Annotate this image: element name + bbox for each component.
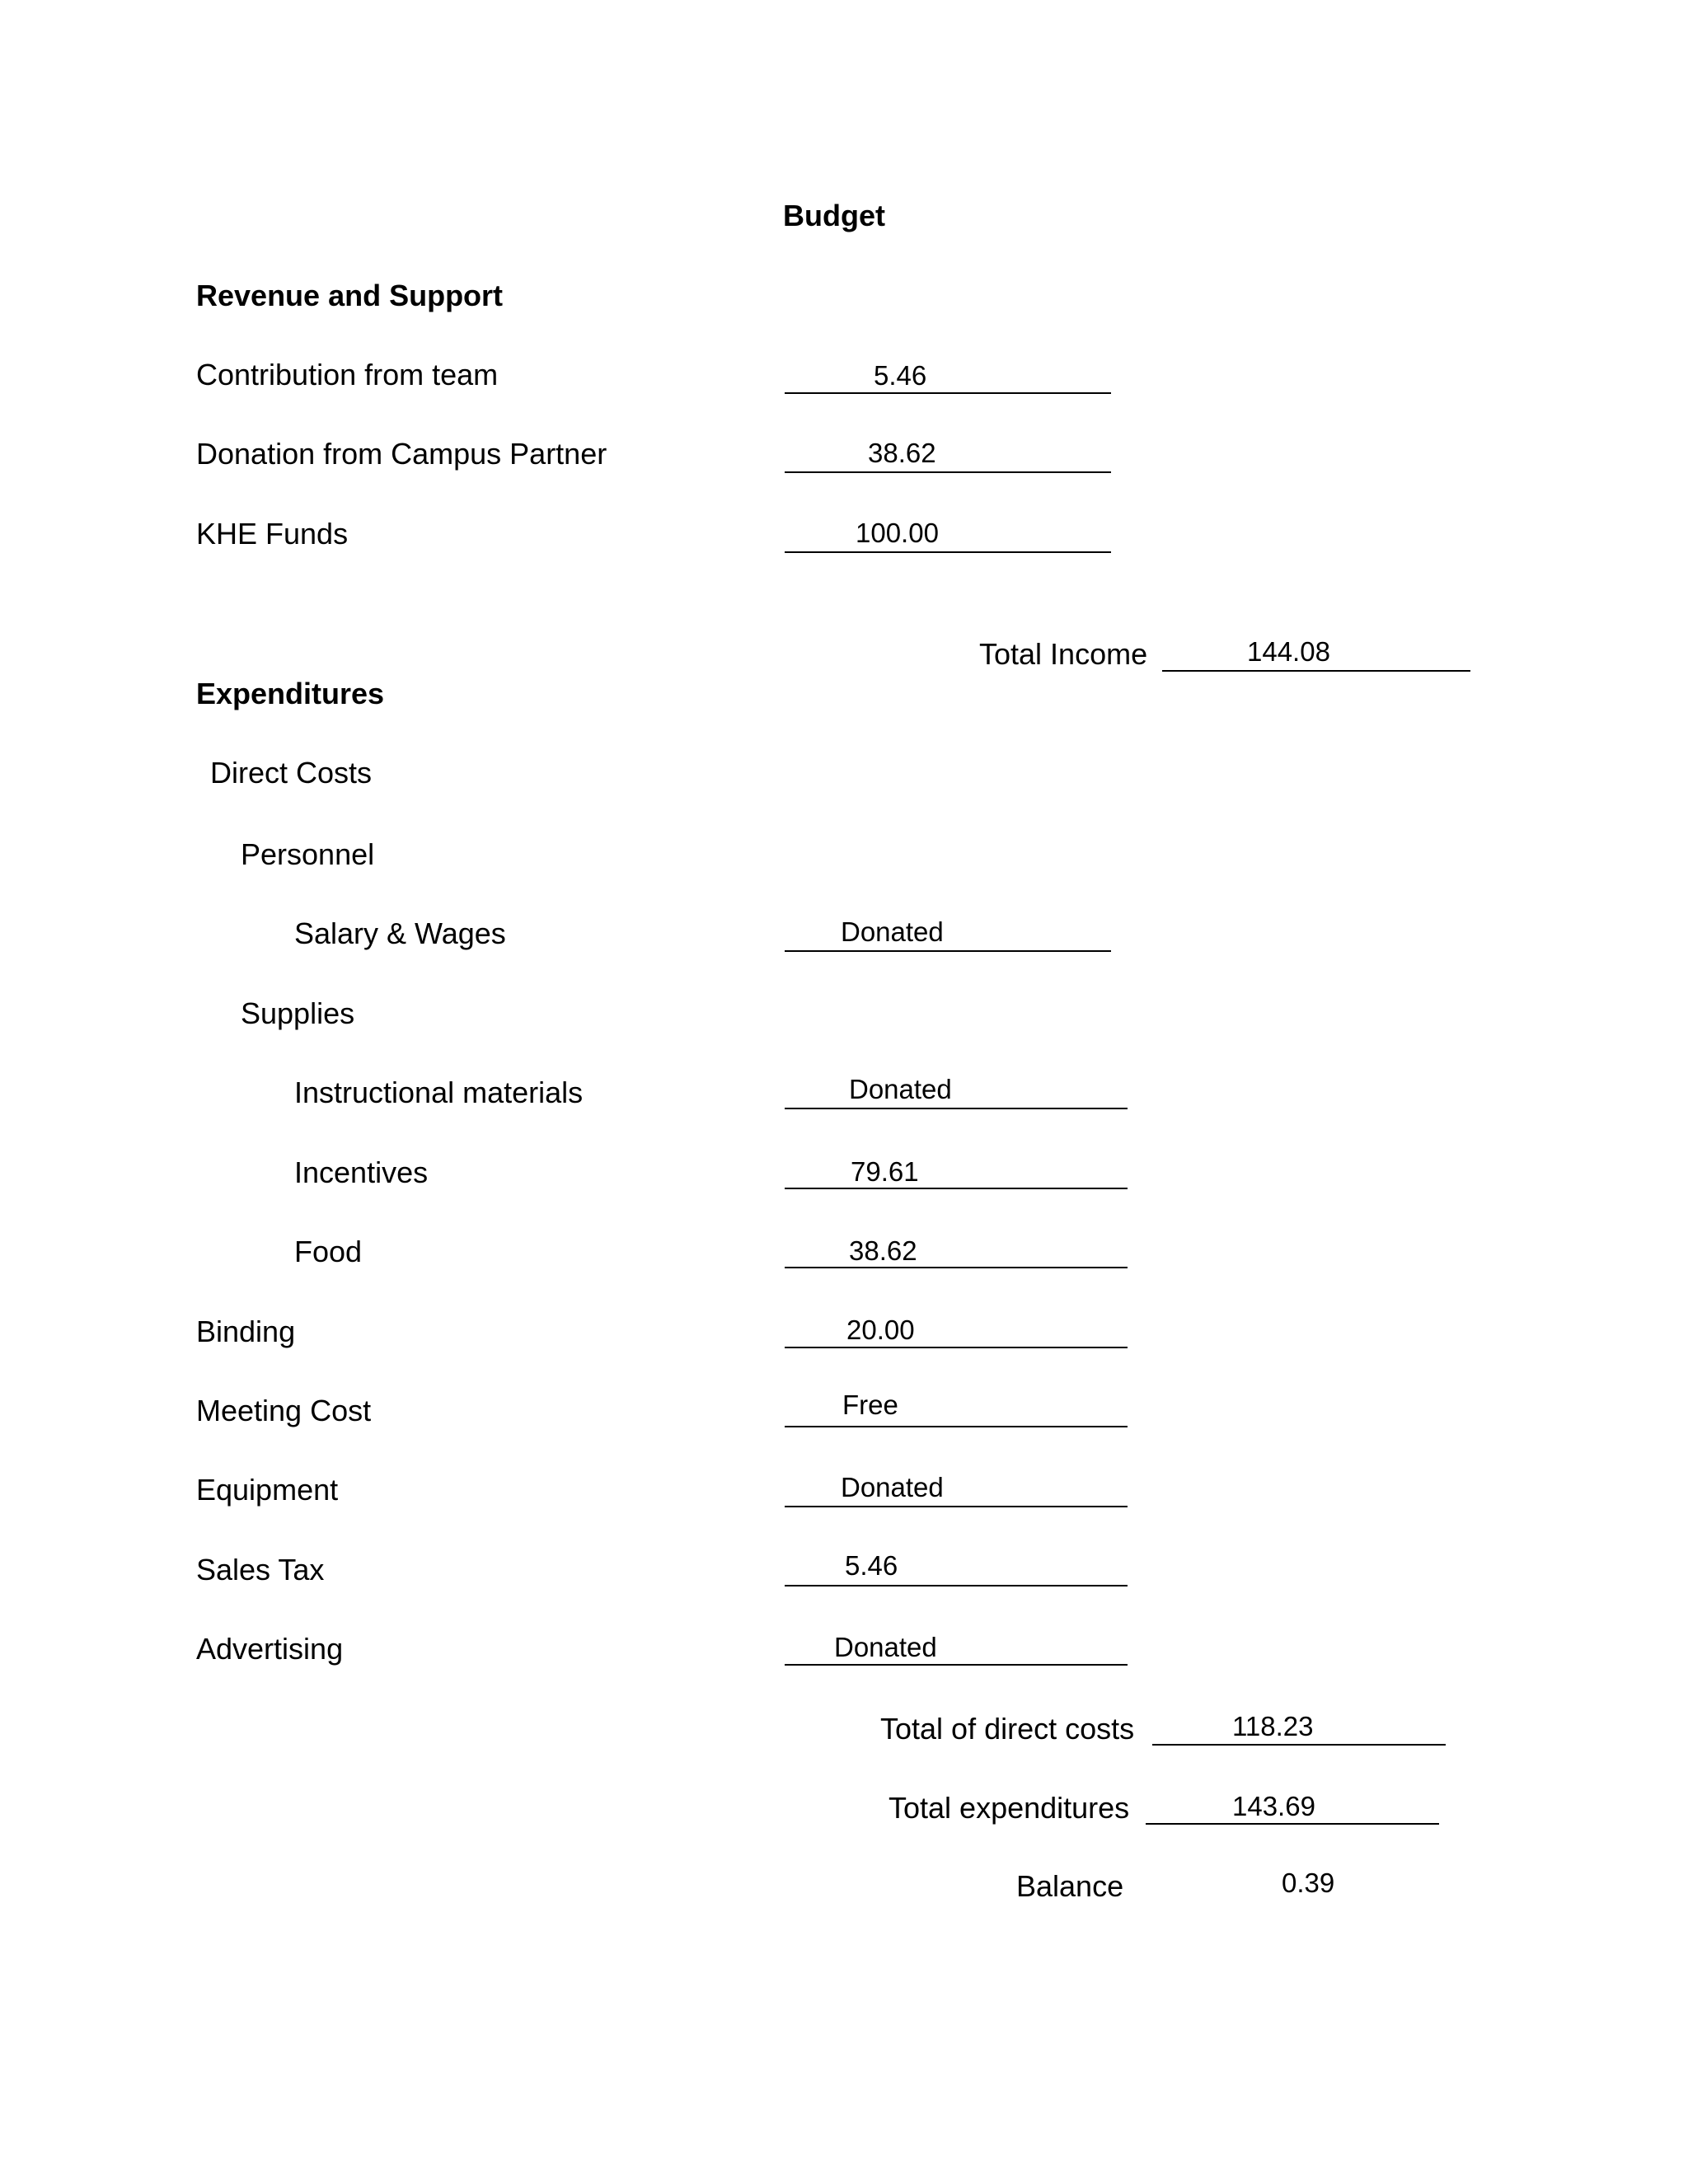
incentives-rule bbox=[785, 1188, 1128, 1189]
salary-value: Donated bbox=[841, 916, 944, 947]
balance-value: 0.39 bbox=[1282, 1868, 1335, 1898]
total-direct-costs-value: 118.23 bbox=[1232, 1711, 1314, 1741]
salary-rule bbox=[785, 950, 1111, 952]
supplies-label: Supplies bbox=[241, 996, 355, 1030]
sales-tax-value: 5.46 bbox=[845, 1550, 898, 1581]
khe-funds-rule bbox=[785, 551, 1111, 553]
instructional-value: Donated bbox=[849, 1074, 952, 1104]
personnel-label: Personnel bbox=[241, 837, 375, 871]
equipment-rule bbox=[785, 1506, 1128, 1507]
salary-label: Salary & Wages bbox=[294, 916, 506, 950]
total-expenditures-rule bbox=[1146, 1823, 1439, 1825]
revenue-heading: Revenue and Support bbox=[196, 279, 504, 312]
instructional-label: Instructional materials bbox=[294, 1076, 584, 1109]
food-label: Food bbox=[294, 1235, 363, 1268]
direct-costs-label: Direct Costs bbox=[210, 756, 373, 790]
meeting-cost-rule bbox=[785, 1426, 1128, 1427]
advertising-rule bbox=[785, 1664, 1128, 1666]
binding-rule bbox=[785, 1347, 1128, 1348]
donation-value: 38.62 bbox=[868, 438, 936, 468]
binding-label: Binding bbox=[196, 1315, 296, 1348]
contribution-value: 5.46 bbox=[874, 360, 927, 391]
equipment-label: Equipment bbox=[196, 1473, 339, 1507]
donation-rule bbox=[785, 471, 1111, 473]
binding-value: 20.00 bbox=[846, 1315, 915, 1345]
incentives-label: Incentives bbox=[294, 1155, 429, 1189]
incentives-value: 79.61 bbox=[851, 1156, 919, 1187]
food-rule bbox=[785, 1267, 1128, 1268]
instructional-rule bbox=[785, 1108, 1128, 1109]
total-expenditures-value: 143.69 bbox=[1232, 1791, 1315, 1821]
total-direct-costs-rule bbox=[1152, 1744, 1446, 1746]
total-direct-costs-label: Total of direct costs bbox=[880, 1712, 1135, 1746]
balance-label: Balance bbox=[1016, 1869, 1124, 1903]
food-value: 38.62 bbox=[849, 1235, 917, 1266]
total-income-value: 144.08 bbox=[1247, 636, 1330, 667]
meeting-cost-label: Meeting Cost bbox=[196, 1394, 372, 1427]
total-expenditures-label: Total expenditures bbox=[889, 1791, 1130, 1825]
khe-funds-label: KHE Funds bbox=[196, 517, 349, 551]
contribution-label: Contribution from team bbox=[196, 358, 499, 391]
page-title: Budget bbox=[783, 199, 885, 232]
sales-tax-rule bbox=[785, 1585, 1128, 1586]
equipment-value: Donated bbox=[841, 1472, 944, 1502]
sales-tax-label: Sales Tax bbox=[196, 1553, 325, 1586]
contribution-rule bbox=[785, 392, 1111, 394]
donation-label: Donation from Campus Partner bbox=[196, 437, 607, 471]
meeting-cost-value: Free bbox=[842, 1390, 898, 1420]
advertising-value: Donated bbox=[834, 1632, 937, 1662]
khe-funds-value: 100.00 bbox=[856, 518, 939, 548]
advertising-label: Advertising bbox=[196, 1632, 344, 1666]
total-income-label: Total Income bbox=[979, 637, 1148, 671]
total-income-rule bbox=[1162, 670, 1470, 672]
expenditures-heading: Expenditures bbox=[196, 677, 385, 710]
